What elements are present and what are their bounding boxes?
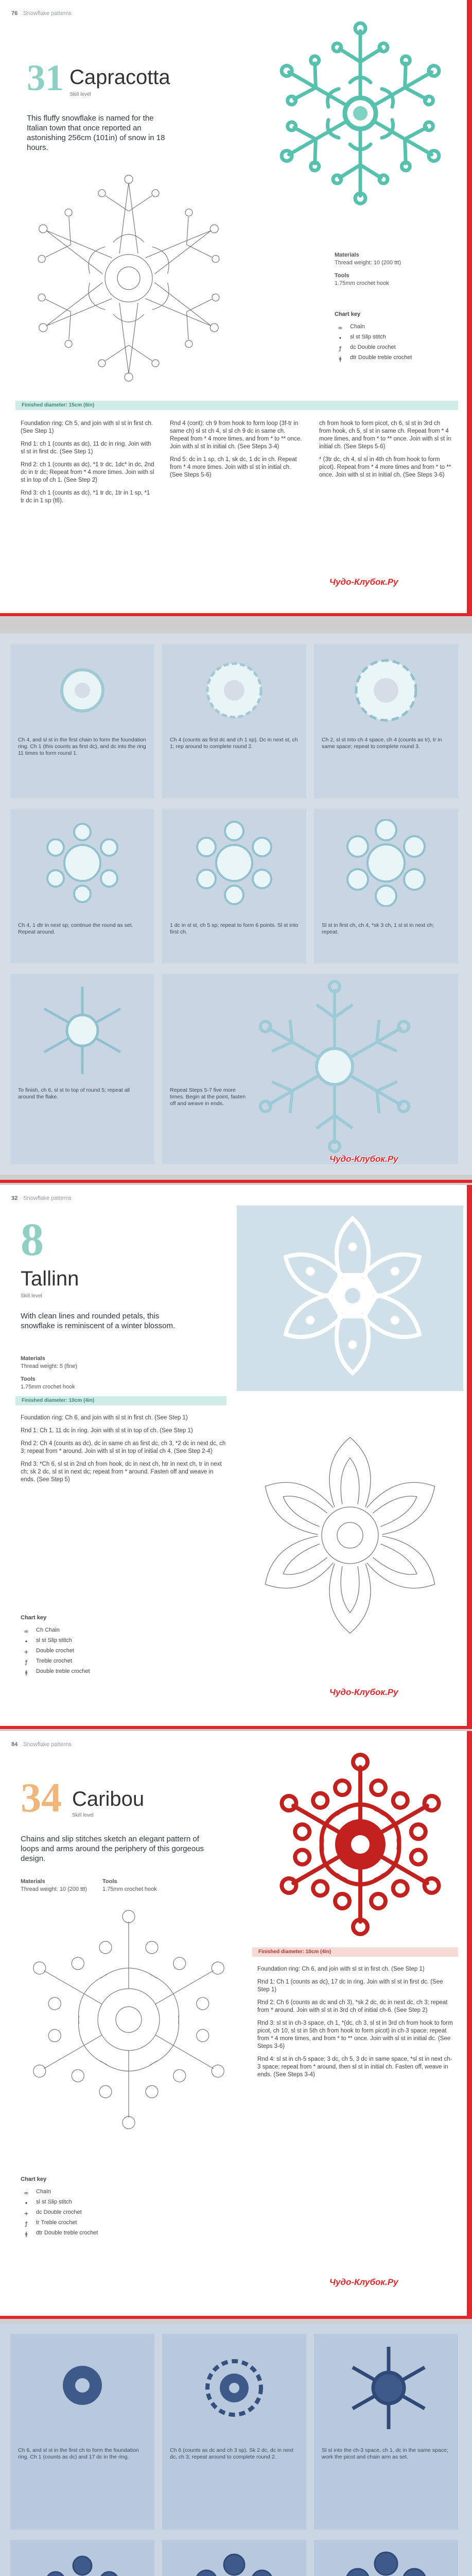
page-edge	[467, 1731, 472, 2316]
watermark: Чудо-Клубок.Ру	[329, 1687, 398, 1697]
skill-level: Skill level	[21, 1293, 42, 1299]
page-tallinn	[0, 1185, 472, 1726]
double-treble-icon: ǂ	[339, 355, 342, 362]
snowflake-photo	[268, 1752, 453, 1937]
materials-block	[21, 1878, 216, 1893]
chart-key-label: Chain	[350, 324, 365, 330]
page-header	[11, 1195, 72, 1201]
chart-key-item	[335, 352, 448, 363]
step-photo-6	[342, 819, 430, 907]
page-caribou-steps	[0, 2324, 472, 2576]
page-divider	[0, 1726, 472, 1729]
chart-key-label: dc Double crochet	[36, 2209, 82, 2215]
chart-key-title: Chart key	[21, 2176, 47, 2182]
step-photo-1	[46, 654, 118, 726]
watermark: Чудо-Клубок.Ру	[329, 577, 398, 587]
pattern-number: 8	[21, 1214, 44, 1265]
instruction-para: Rnd 2: Ch 6 (counts as dc and ch 3), *sk 2 dc, dc in next dc, ch 3; repeat from * around. Join with sl st in 3rd ch of initial ch-6. (See Step 2)	[257, 1999, 448, 2013]
page-divider	[0, 613, 472, 616]
double-crochet-icon: +	[24, 1649, 29, 1655]
chart-key-label: Double treble crochet	[36, 1668, 90, 1674]
step-photo-3	[350, 654, 422, 726]
section-label: Snowflake patterns	[23, 1741, 72, 1748]
double-treble-icon: ǂ	[25, 1669, 28, 1676]
instruction-para: Rnd 1: Ch 1, 11 dc in ring. Join with sl st in top of ch. (See Step 1)	[21, 1428, 193, 1434]
page-number: 32	[11, 1195, 18, 1201]
section-label: Snowflake patterns	[23, 1195, 72, 1201]
instruction-para: Foundation ring: Ch 6, and join with sl st in first ch. (See Step 1)	[21, 1415, 188, 1421]
pattern-number: 31	[27, 57, 64, 98]
instruction-para: Rnd 1: Ch 1 (counts as dc), 17 dc in ring. Join with sl st in first dc. (See Step 1)	[257, 1979, 443, 1993]
double-crochet-icon: +	[24, 2210, 29, 2217]
step-caption-2: Ch 6 (counts as dc and ch 3 sp). Sk 2 dc, dc in next dc, ch 3; repeat around to complete round 2.	[170, 2447, 293, 2460]
pattern-title: Tallinn	[21, 1267, 79, 1290]
chart-key-label: Double crochet	[36, 1648, 74, 1654]
crochet-chart-diagram	[242, 1427, 458, 1643]
chart-key	[21, 1613, 154, 1676]
step-photo-6	[340, 2550, 432, 2576]
chart-key-item	[21, 2207, 154, 2217]
section-label: Snowflake patterns	[23, 10, 72, 16]
step-caption-6: Sl st in first ch, ch 4, *sk 3 ch, 1 sl st in next ch; repeat.	[322, 922, 434, 935]
instruction-para: ch from hook to form picot, ch 6, sl st in 3rd ch from hook, ch 5, sl st in same ch. Repeat from * 4 more times, and from * to ** once. Join with sl st in initial ch. (See Steps 5-6)	[319, 420, 451, 450]
instruction-para: * (3tr dc, ch 4, sl sl in 4th ch from hook to form picot). Repeat from * 4 more times and from * to ** once. Join with sl st in initial ch. (See Steps 3-6)	[319, 456, 451, 478]
instruction-para: Rnd 3: sl st in ch-3 space, ch 1, *(dc, ch 3, sl st in 3rd ch from hook to form picot, ch 10, sl st in 5th ch from hook to form picot) in ch-3 space; repeat from * 4 more times, and from * to ** once. Join with sl st in initial dc. (See Steps 3-6)	[257, 2020, 453, 2049]
pattern-title: Capracotta	[69, 66, 170, 89]
tools-label: Tools	[21, 1376, 36, 1382]
chart-key-item	[21, 1656, 154, 1666]
materials-label: Materials	[335, 252, 359, 258]
chart-key-item	[21, 1646, 154, 1656]
chart-key-label: dtr Double treble crochet	[36, 2230, 98, 2236]
chart-key-item	[21, 2197, 154, 2207]
pattern-intro: This fluffy snowflake is named for the Italian town that once reported an astonishing 256cm (101in) of snow in 18 hours.	[27, 114, 165, 152]
page-edge	[467, 0, 472, 613]
materials-label: Materials	[21, 1355, 45, 1362]
pattern-intro: Chains and slip stitches sketch an elegant pattern of loops and arms around the periphery of this gorgeous design.	[21, 1835, 204, 1863]
chart-key-label: sl st Slip stitch	[36, 1637, 72, 1643]
pattern-intro: With clean lines and rounded petals, this snowflake is reminiscent of a winter blossom.	[21, 1312, 176, 1330]
chart-key-label: sl st Slip stitch	[36, 2199, 72, 2205]
chain-icon: ∞	[24, 1628, 29, 1635]
page-divider	[0, 2316, 472, 2319]
slip-stitch-icon: •	[24, 2200, 28, 2207]
double-treble-icon: ǂ	[25, 2231, 28, 2238]
page-divider	[0, 1180, 472, 1183]
instruction-para: Rnd 1: ch 1 (counts as dc), 11 dc in ring. Join with sl st in first dc. (See Step 1)	[21, 441, 151, 455]
finished-diameter-bar: Finished diameter: 10cm (4in)	[252, 1947, 458, 1957]
chart-key	[21, 2174, 154, 2238]
treble-crochet-icon: ƒ	[25, 1659, 27, 1666]
step-photo-1	[46, 2349, 118, 2421]
step-photo-2	[198, 654, 270, 726]
chain-icon: ∞	[24, 2190, 29, 2196]
tools-label: Tools	[102, 1878, 117, 1885]
instruction-para: Foundation ring: Ch 6, and join with sl st in first ch. (See Step 1)	[257, 1966, 425, 1972]
chart-key-label: tr Treble crochet	[36, 2219, 77, 2226]
chart-key-label: sl st Slip stitch	[350, 334, 386, 340]
finished-diameter-bar: Finished diameter: 10cm (4in)	[15, 1396, 226, 1405]
step-photo-8	[247, 979, 422, 1154]
tools-value: 1.75mm crochet hook	[102, 1886, 157, 1892]
finished-diameter-bar: Finished diameter: 15cm (6in)	[15, 401, 458, 410]
step-photo-4	[36, 2550, 129, 2576]
tools-value: 1.75mm crochet hook	[21, 1384, 75, 1390]
chart-key-label: Ch Chain	[36, 1627, 60, 1633]
treble-crochet-icon: ƒ	[25, 2221, 27, 2227]
snowflake-photo	[268, 1211, 438, 1381]
materials-label: Materials	[21, 1878, 45, 1885]
step-caption-1: Ch 6, and sl st in the first ch to form the foundation ring. Ch 1 (counts as dc) and 17 dc in the ring.	[18, 2447, 139, 2460]
tools-label: Tools	[335, 273, 349, 279]
instruction-para: Rnd 2: ch 1 (counts as dc), *1 tr dc, 1dc* in dc, 2nd dc in tr dc; Repeat from * 4 more times. Join with sl st in top of ch 1. (See Step 2)	[21, 462, 154, 483]
materials-block	[335, 251, 448, 287]
chart-key-item	[335, 332, 448, 342]
snowflake-photo	[268, 21, 453, 206]
watermark: Чудо-Клубок.Ру	[329, 2277, 398, 2287]
chart-key-item	[21, 2187, 154, 2197]
chart-key-item	[21, 1666, 154, 1676]
chart-key-label: Treble crochet	[36, 1658, 72, 1664]
instruction-para: Rnd 4 (cont): ch 9 from hook to form loop (3f-tr in same ch) sl st ch 4, sl sl ch 9 dc in same ch. Repeat from * 4 more times, and from * to ** once. Join with sl st in initial ch. (See Steps 3-4)	[170, 420, 302, 450]
step-caption-3: Ch 2, sl st into ch 4 space, ch 4 (counts as tr), tr in same space; repeat to complete round 3.	[322, 737, 442, 750]
step-caption-7: To finish, ch 6, sl st to top of round 5; repeat all around the flake.	[18, 1087, 130, 1100]
instructions-col	[21, 1414, 226, 1489]
instruction-para: Rnd 3: ch 1 (counts as dc), *1 tr dc, 1tr in 1 sp, *1 tr dc in 1 sp (t6).	[21, 490, 150, 504]
chart-key-item	[21, 1635, 154, 1646]
page-number: 76	[11, 10, 18, 16]
chart-key-item	[21, 1625, 154, 1635]
double-crochet-icon: ƒ	[339, 345, 341, 352]
step-caption-3: Sl st into the ch-3 space, ch 1, dc in the same space; work the picot and chain arm as set.	[322, 2447, 448, 2460]
slip-stitch-icon: •	[24, 1638, 28, 1645]
step-caption-8: Repeat Steps 5-7 five more times. Begin at the point, fasten off and weave in ends.	[170, 1087, 246, 1107]
chart-key-label: dc Double crochet	[350, 344, 396, 350]
step-caption-2: Ch 4 (counts as first dc and ch 1 sp). Dc in next st, ch 1; rep around to complete round 2.	[170, 737, 298, 750]
slip-stitch-icon: •	[338, 335, 342, 342]
step-photo-4	[39, 819, 126, 907]
page-header	[11, 10, 72, 16]
materials-value: Thread weight: 10 (200 ttt)	[335, 260, 401, 266]
instruction-para: Rnd 4: sl st in ch-5 space; 3 dc, ch 5, 3 dc in same space, *sl st in next ch-3 space; repeat from * around, then sl st in initial ch. Fasten off, weave in ends. (See Steps 3-4)	[257, 2056, 452, 2078]
instructions-col-3	[319, 420, 453, 484]
instructions-col	[257, 1965, 453, 2084]
instruction-para: Rnd 3: *Ch 6, sl st in 2nd ch from hook, dc in next ch, htr in next ch, tr in next ch; sk 2 dc, sl st in next dc; repeat from * around. Fasten off and weave in ends. (See Step 5)	[21, 1461, 222, 1483]
page-edge	[467, 1185, 472, 1726]
pattern-title: Caribou	[72, 1788, 145, 1810]
chart-key-label: dtr Double treble crochet	[350, 354, 412, 361]
chart-key	[335, 309, 448, 363]
page-capracotta	[0, 0, 472, 613]
step-photo-5	[188, 2550, 281, 2576]
step-photo-5	[190, 819, 278, 907]
chart-key-title: Chart key	[21, 1615, 47, 1621]
step-photo-3	[345, 2344, 432, 2432]
chart-key-title: Chart key	[335, 311, 361, 317]
instruction-para: Rnd 2: Ch 4 (counts as dc), dc in same ch as first dc, ch 3, *2 dc in next dc, ch 3; repeat from * around. Join with sl st in top of initial ch 4. (See Step 2-4)	[21, 1440, 226, 1454]
skill-level: Skill level	[72, 1812, 94, 1818]
skill-level: Skill level	[69, 92, 91, 97]
crochet-chart-diagram	[21, 170, 237, 386]
materials-value: Thread weight: 10 (200 ttt)	[21, 1886, 88, 1892]
page-capracotta-steps	[0, 634, 472, 1175]
page-number: 84	[11, 1741, 18, 1748]
chart-key-item	[21, 2217, 154, 2228]
crochet-chart-diagram	[15, 1906, 242, 2133]
tools-value: 1.75mm crochet hook	[335, 280, 389, 286]
step-caption-4: Ch 4, 1 dtr in next sp; continue the round as set. Repeat around.	[18, 922, 133, 935]
chart-key-label: Chain	[36, 2189, 51, 2195]
instructions-col-1	[21, 420, 154, 510]
instruction-para: Rnd 5: dc in 1 sp, ch 1, sk dc, 1 dc in ch. Repeat from * 4 more times. Join with sl st in initial ch. (See Steps 5-6)	[170, 456, 297, 478]
chain-icon: ∞	[338, 325, 343, 331]
chart-key-item	[335, 342, 448, 352]
instructions-col-2	[170, 420, 304, 484]
page-caribou	[0, 1731, 472, 2316]
step-caption-1: Ch 4, and sl st in the first chain to form the foundation ring. Ch 1 (this counts as first dc), and dc into the ring 11 times to form round 1.	[18, 737, 146, 756]
chart-key-item	[335, 321, 448, 332]
pattern-number: 34	[21, 1775, 62, 1821]
instruction-para: Foundation ring: Ch 5, and join with sl st in first ch. (See Step 1)	[21, 420, 153, 434]
materials-value: Thread weight: 5 (fine)	[21, 1363, 78, 1369]
chart-key-item	[21, 2228, 154, 2238]
watermark: Чудо-Клубок.Ру	[329, 1154, 398, 1164]
step-caption-5: 1 dc in sl st, ch 5 sp; repeat to form 6 points. Sl st into first ch.	[170, 922, 299, 935]
step-photo-2	[193, 2347, 275, 2429]
step-photo-7	[36, 984, 129, 1077]
page-header	[11, 1741, 72, 1748]
materials-block	[21, 1355, 175, 1391]
